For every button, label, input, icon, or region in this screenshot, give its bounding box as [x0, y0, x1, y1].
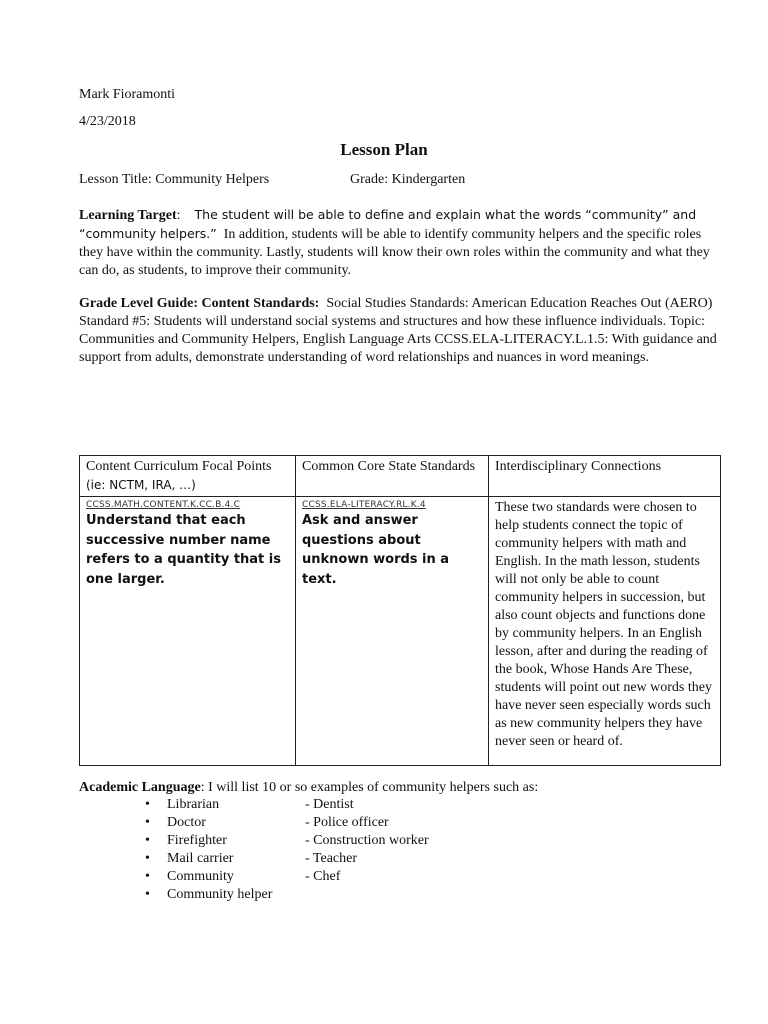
helpers-list-left — [145, 796, 272, 904]
page-title: Lesson Plan — [340, 140, 428, 159]
common-core-header: Common Core State Standards — [296, 456, 489, 497]
list-item: - Dentist — [305, 797, 354, 812]
content-standards-label: Grade Level Guide: Content Standards: — [79, 296, 320, 311]
list-item: • Doctor — [145, 815, 206, 830]
ela-standard-text: Ask and answer questions about unknown words in a text. — [302, 513, 450, 587]
connections-cell: These two standards were chosen to help students connect the topic of community helpers with math and English. In the math lesson, students will not only be able to count community helpers in succession, but also count objects and functions done by community helpers. In an English lesson, after and during the reading of the book, Whose Hands Are These, students will point out new words they have never seen especially words such as new community helpers they have never seen or heard of. — [489, 497, 721, 766]
standards-table — [79, 455, 721, 766]
focal-points-cell — [80, 497, 296, 766]
bullet-icon: • — [145, 797, 150, 812]
list-item: - Chef — [305, 869, 341, 884]
grade: Grade: Kindergarten — [350, 172, 466, 187]
list-item: • Community helper — [145, 887, 273, 902]
table-row — [80, 497, 721, 766]
academic-language-text: : I will list 10 or so examples of community helpers such as: — [200, 780, 539, 795]
helpers-list-right — [305, 796, 429, 886]
learning-target-details: In addition, students will be able to identify community helpers and the specific roles they have within the community. Lastly, students will know their own roles within the community and what they can do, as students, to improve their community. — [79, 227, 710, 278]
math-standard-text: Understand that each successive number name refers to a quantity that is one larger. — [86, 513, 281, 587]
bullet-icon: • — [145, 851, 150, 866]
academic-language-line — [79, 779, 538, 797]
content-standards-paragraph — [79, 295, 719, 367]
list-item: - Teacher — [305, 851, 358, 866]
learning-target-paragraph: Learning Target: The student will be able to define and explain what the words “community” and “community helpers.” In addition, students will be able to identify community helpers and the specific roles they have within the community. Lastly, students will know their own roles within the community and what they can do, as students, to improve their community. — [79, 207, 710, 278]
date: 4/23/2018 — [79, 114, 136, 129]
ela-standard-code: CCSS.ELA-LITERACY.RL.K.4 — [302, 500, 426, 510]
list-item: • Librarian — [145, 797, 220, 812]
focal-points-header-line1: Content Curriculum Focal Points — [86, 459, 272, 474]
focal-points-header-line2: (ie: NCTM, IRA, …) — [86, 478, 196, 492]
list-item: • Firefighter — [145, 833, 227, 848]
table-header-row — [80, 456, 721, 497]
connections-header: Interdisciplinary Connections — [489, 456, 721, 497]
list-item: - Police officer — [305, 815, 389, 830]
lesson-title: Lesson Title: Community Helpers — [79, 172, 270, 187]
list-item: - Construction worker — [305, 833, 429, 848]
list-item: • Community — [145, 869, 234, 884]
common-core-cell — [296, 497, 489, 766]
academic-language-label: Academic Language — [79, 780, 201, 795]
learning-target-definition: The student will be able to define and explain what the words “community” and “community helpers.” — [79, 207, 697, 241]
learning-target-label: Learning Target — [79, 208, 177, 223]
bullet-icon: • — [145, 815, 150, 830]
bullet-icon: • — [145, 869, 150, 884]
math-standard-code: CCSS.MATH.CONTENT.K.CC.B.4.C — [86, 500, 241, 510]
content-standards-text: Social Studies Standards: American Education Reaches Out (AERO) Standard #5: Students will understand social systems and structures and how these influence individuals. Topic: Communities and Community Helpers, English Language Arts CCSS.ELA-LITERACY.L.1.5: With guidance and support from adults, demonstrate understanding of word relationships and nuances in word meanings. — [79, 296, 717, 365]
list-item: • Mail carrier — [145, 851, 234, 866]
bullet-icon: • — [145, 833, 150, 848]
author-name: Mark Fioramonti — [79, 87, 176, 102]
bullet-icon: • — [145, 887, 150, 902]
focal-points-header — [80, 456, 296, 497]
